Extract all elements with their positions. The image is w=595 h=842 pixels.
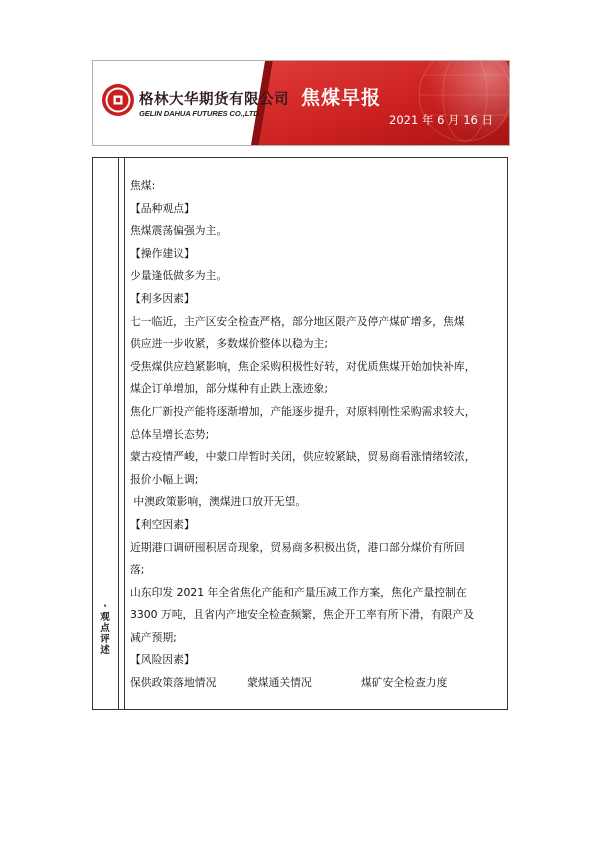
paragraph-line: 近期港口调研囤积居奇现象，贸易商多积极出货，港口部分煤价有所回 xyxy=(130,540,465,554)
content-table xyxy=(92,157,508,710)
topic-title: 焦煤: xyxy=(130,179,156,192)
ops-text: 少量逢低做多为主。 xyxy=(130,269,228,283)
side-label-char: 点 xyxy=(100,623,110,634)
bearish-item xyxy=(130,537,502,582)
paragraph-line: 煤企订单增加，部分煤种有止跌上涨迹象; xyxy=(130,382,328,396)
paragraph-line: 中澳政策影响，澳煤进口放开无望。 xyxy=(130,495,307,509)
risk-item: 保供政策落地情况 xyxy=(130,676,217,690)
bearish-item xyxy=(130,582,502,650)
risk-item: 蒙煤通关情况 xyxy=(247,676,312,690)
paragraph-line: 总体呈增长态势; xyxy=(130,427,210,441)
divider-column xyxy=(119,158,125,709)
side-label-char: · xyxy=(103,601,107,612)
paragraph-line: 焦化厂新投产能将逐渐增加，产能逐步提升，对原料刚性采购需求较大， xyxy=(130,404,476,418)
side-label-char: 观 xyxy=(100,612,110,623)
company-logo-icon xyxy=(101,83,135,117)
paragraph-line: 3300 万吨，且省内产地安全检查频繁，焦企开工率有所下滑，有限产及 xyxy=(130,608,475,622)
bullish-item xyxy=(130,356,502,401)
section-heading-risk: 【风险因素】 xyxy=(130,653,195,667)
paragraph-line: 供应进一步收紧，多数煤价整体以稳为主; xyxy=(130,337,328,351)
side-label-viewpoint xyxy=(98,601,112,656)
section-heading-bullish: 【利多因素】 xyxy=(130,291,195,305)
company-name-en: GELIN DAHUA FUTURES CO.,LTD. xyxy=(139,109,261,118)
section-heading-bearish: 【利空因素】 xyxy=(130,517,195,531)
section-heading-ops: 【操作建议】 xyxy=(130,246,195,260)
commentary-body xyxy=(130,175,502,695)
paragraph-line: 受焦煤供应趋紧影响，焦企采购积极性好转，对优质焦煤开始加快补库， xyxy=(130,359,476,373)
report-title: 焦煤早报 xyxy=(301,87,382,109)
paragraph-line: 七一临近，主产区安全检查严格，部分地区限产及停产煤矿增多，焦煤 xyxy=(130,314,465,328)
bullish-item xyxy=(130,446,502,491)
paragraph-line: 落; xyxy=(130,563,145,577)
paragraph-line: 报价小幅上调; xyxy=(130,472,199,486)
section-heading-view: 【品种观点】 xyxy=(130,201,195,215)
risk-item: 煤矿安全检查力度 xyxy=(361,676,448,690)
bullish-item xyxy=(130,491,502,514)
bullish-item xyxy=(130,401,502,446)
paragraph-line: 蒙古疫情严峻，中蒙口岸暂时关闭，供应较紧缺，贸易商看涨情绪较浓， xyxy=(130,450,476,464)
bullish-item xyxy=(130,311,502,356)
risk-items-row xyxy=(130,672,502,695)
view-text: 焦煤震荡偏强为主。 xyxy=(130,224,228,238)
header-banner xyxy=(92,60,510,146)
side-label-char: 评 xyxy=(100,634,110,645)
paragraph-line: 山东印发 2021 年全省焦化产能和产量压减工作方案，焦化产量控制在 xyxy=(130,585,467,599)
company-name-cn: 格林大华期货有限公司 xyxy=(139,92,289,108)
side-label-column xyxy=(93,158,119,709)
paragraph-line: 减产预期; xyxy=(130,630,177,644)
report-date: 2021 年 6 月 16 日 xyxy=(389,113,493,127)
side-label-char: 述 xyxy=(100,645,110,656)
